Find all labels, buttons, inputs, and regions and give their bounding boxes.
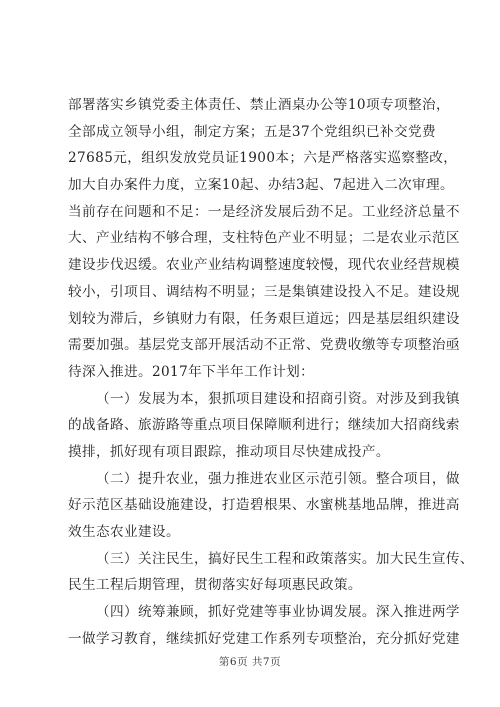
body-text	[68, 92, 474, 652]
text-line: 待深入推进。2017年下半年工作计划：	[68, 363, 315, 380]
text-line: 民生工程后期管理，贯彻落实好每项惠民政策。	[68, 577, 362, 594]
text-line: 一做学习教育，继续抓好党建工作系列专项整治，充分抓好党建	[68, 630, 460, 647]
text-line: 划较为滞后，乡镇财力有限，任务艰巨道远；四是基层组织建设	[68, 310, 460, 327]
text-line: 较小，引项目、调结构不明显；三是集镇建设投入不足。建设规	[68, 283, 460, 300]
text-line: 效生态农业建设。	[68, 524, 180, 540]
text-line: 建设步伐迟缓。农业产业结构调整速度较慢，现代农业经营规模	[68, 257, 460, 274]
paragraph-heading-line: （四）统筹兼顾，抓好党建等事业协调发展。深入推进两学	[96, 604, 460, 621]
text-line: 部署落实乡镇党委主体责任、禁止酒桌办公等10项专项整治，	[68, 97, 450, 113]
text-line: 需要加强。基层党支部开展活动不正常、党费收缴等专项整治亟	[68, 337, 460, 354]
paragraph-heading-line: （三）关注民生，搞好民生工程和政策落实。加大民生宣传、	[96, 550, 474, 567]
text-line: 27685元，组织发放党员证1900本；六是严格落实巡察整改，	[68, 150, 458, 167]
text-line: 好示范区基础设施建设，打造碧根果、水蜜桃基地品牌，推进高	[68, 497, 460, 514]
text-line: 的战备路、旅游路等重点项目保障顺利进行；继续加大招商线索	[68, 417, 460, 434]
text-line: 摸排，抓好现有项目跟踪，推动项目尽快建成投产。	[68, 443, 390, 460]
page-number-footer: 第6页 共7页	[218, 656, 282, 668]
text-line: 当前存在问题和不足：一是经济发展后劲不足。工业经济总量不	[68, 203, 460, 220]
paragraph-heading-line: （二）提升农业，强力推进农业区示范引领。整合项目，做	[96, 470, 460, 487]
paragraph-heading-line: （一）发展为本，狠抓项目建设和招商引资。对涉及到我镇	[96, 390, 460, 407]
text-line: 全部成立领导小组，制定方案；五是37个党组织已补交党费	[68, 123, 436, 140]
text-line: 大、产业结构不够合理，支柱特色产业不明显；二是农业示范区	[68, 230, 460, 247]
text-line: 加大自办案件力度，立案10起、办结3起、7起进入二次审理。	[68, 177, 455, 194]
